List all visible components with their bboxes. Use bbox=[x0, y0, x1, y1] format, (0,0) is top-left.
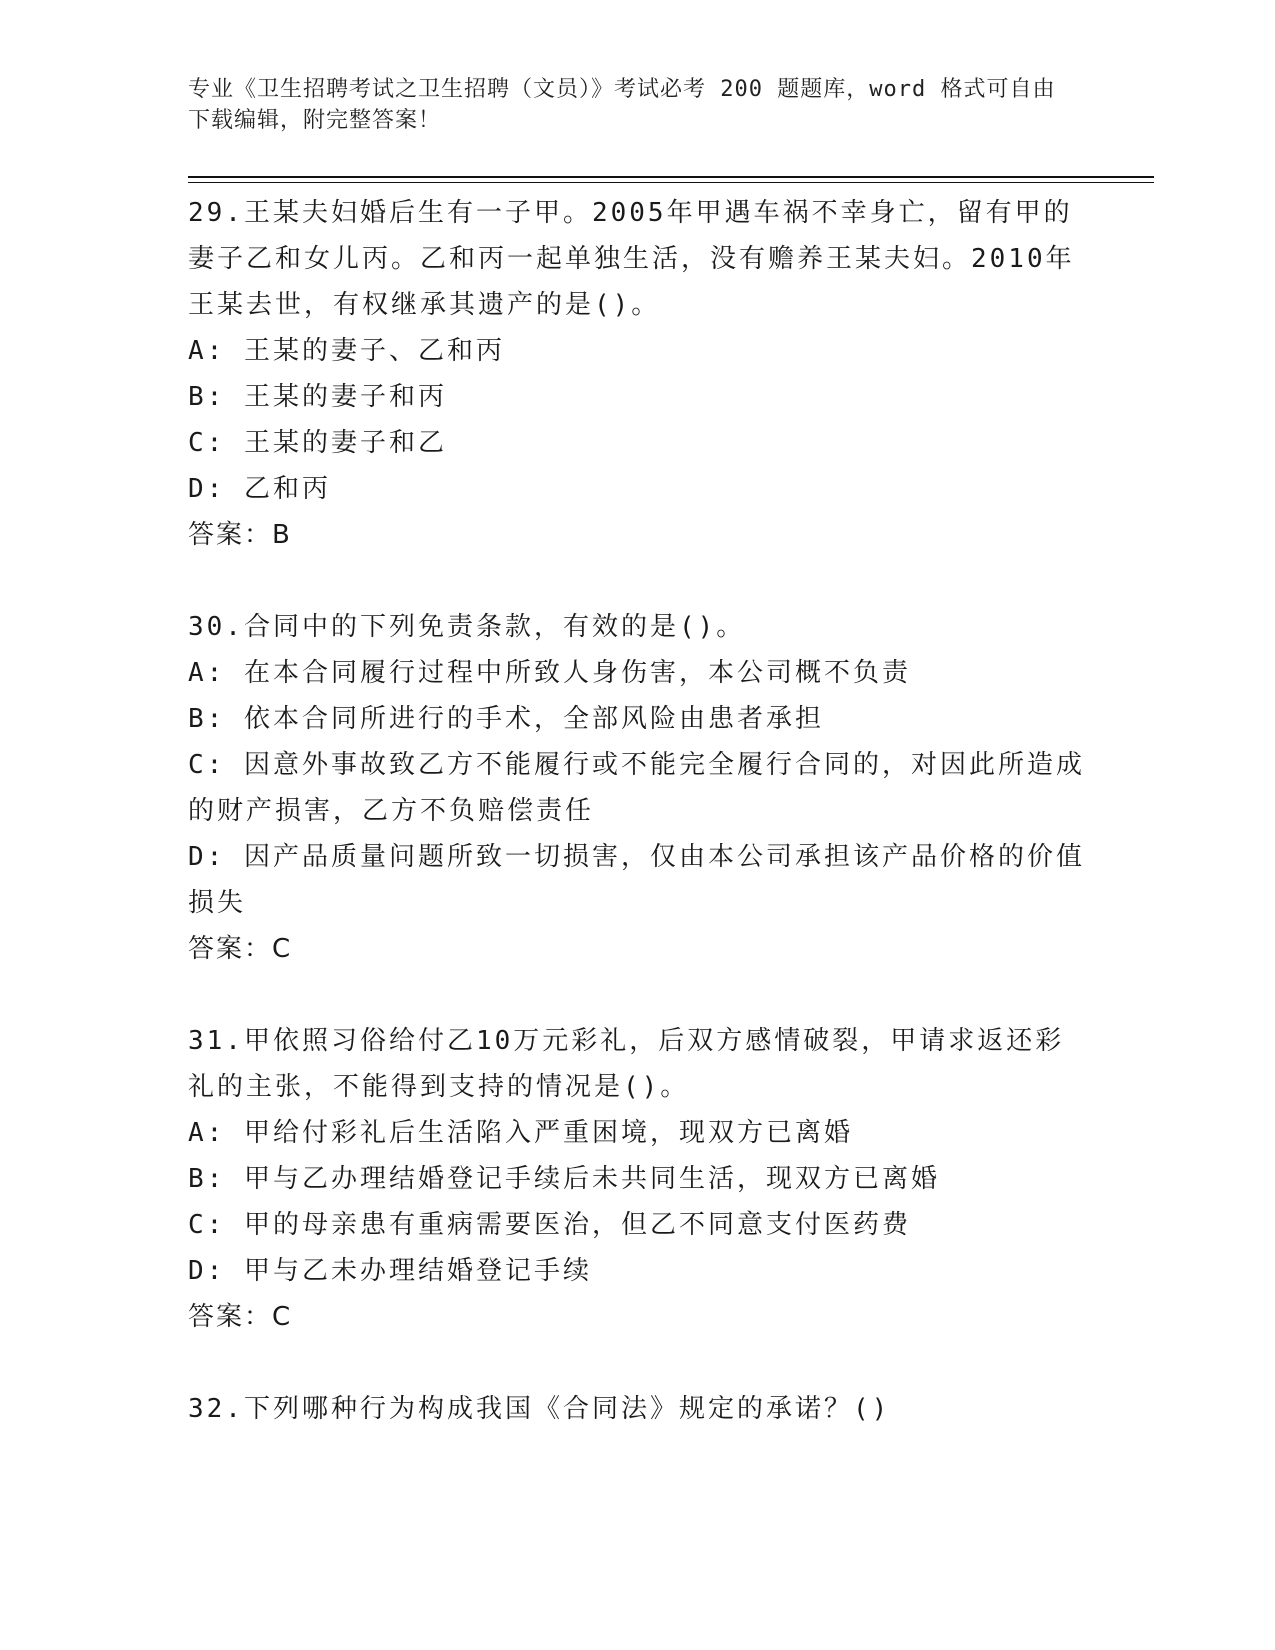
option-b: B: 王某的妻子和丙 bbox=[188, 382, 447, 412]
question-stem: 30.合同中的下列免责条款，有效的是()。 bbox=[188, 612, 746, 642]
answer-label: 答案：C bbox=[188, 934, 293, 964]
header-divider-thick bbox=[188, 176, 1154, 178]
option-a: A: 在本合同履行过程中所致人身伤害，本公司概不负责 bbox=[188, 658, 911, 688]
question-30 bbox=[188, 604, 1088, 972]
question-stem: 31.甲依照习俗给付乙10万元彩礼，后双方感情破裂，甲请求返还彩礼的主张，不能得到支持的情况是()。 bbox=[188, 1026, 1065, 1102]
option-c: C: 甲的母亲患有重病需要医治，但乙不同意支付医药费 bbox=[188, 1210, 911, 1240]
option-b: B: 甲与乙办理结婚登记手续后未共同生活，现双方已离婚 bbox=[188, 1164, 940, 1194]
question-stem: 32.下列哪种行为构成我国《合同法》规定的承诺？() bbox=[188, 1394, 891, 1424]
option-a: A: 王某的妻子、乙和丙 bbox=[188, 336, 505, 366]
document-header: 专业《卫生招聘考试之卫生招聘（文员）》考试必考 200 题题库，word 格式可自由下载编辑，附完整答案！ bbox=[188, 77, 1056, 133]
question-32 bbox=[188, 1386, 1088, 1432]
header-divider-thin bbox=[188, 182, 1154, 183]
option-a: A: 甲给付彩礼后生活陷入严重困境，现双方已离婚 bbox=[188, 1118, 853, 1148]
answer-label: 答案：B bbox=[188, 520, 292, 550]
answer-label: 答案：C bbox=[188, 1302, 293, 1332]
question-31 bbox=[188, 1018, 1088, 1340]
question-list bbox=[188, 190, 1088, 1432]
option-d: D: 乙和丙 bbox=[188, 474, 331, 504]
question-stem: 29.王某夫妇婚后生有一子甲。2005年甲遇车祸不幸身亡，留有甲的妻子乙和女儿丙。乙和丙一起单独生活，没有赡养王某夫妇。2010年王某去世，有权继承其遗产的是()。 bbox=[188, 198, 1075, 320]
option-d: D: 甲与乙未办理结婚登记手续 bbox=[188, 1256, 592, 1286]
option-c: C: 王某的妻子和乙 bbox=[188, 428, 447, 458]
option-d: D: 因产品质量问题所致一切损害，仅由本公司承担该产品价格的价值损失 bbox=[188, 842, 1085, 918]
option-b: B: 依本合同所进行的手术，全部风险由患者承担 bbox=[188, 704, 824, 734]
question-29 bbox=[188, 190, 1088, 558]
option-c: C: 因意外事故致乙方不能履行或不能完全履行合同的，对因此所造成的财产损害，乙方不负赔偿责任 bbox=[188, 750, 1085, 826]
